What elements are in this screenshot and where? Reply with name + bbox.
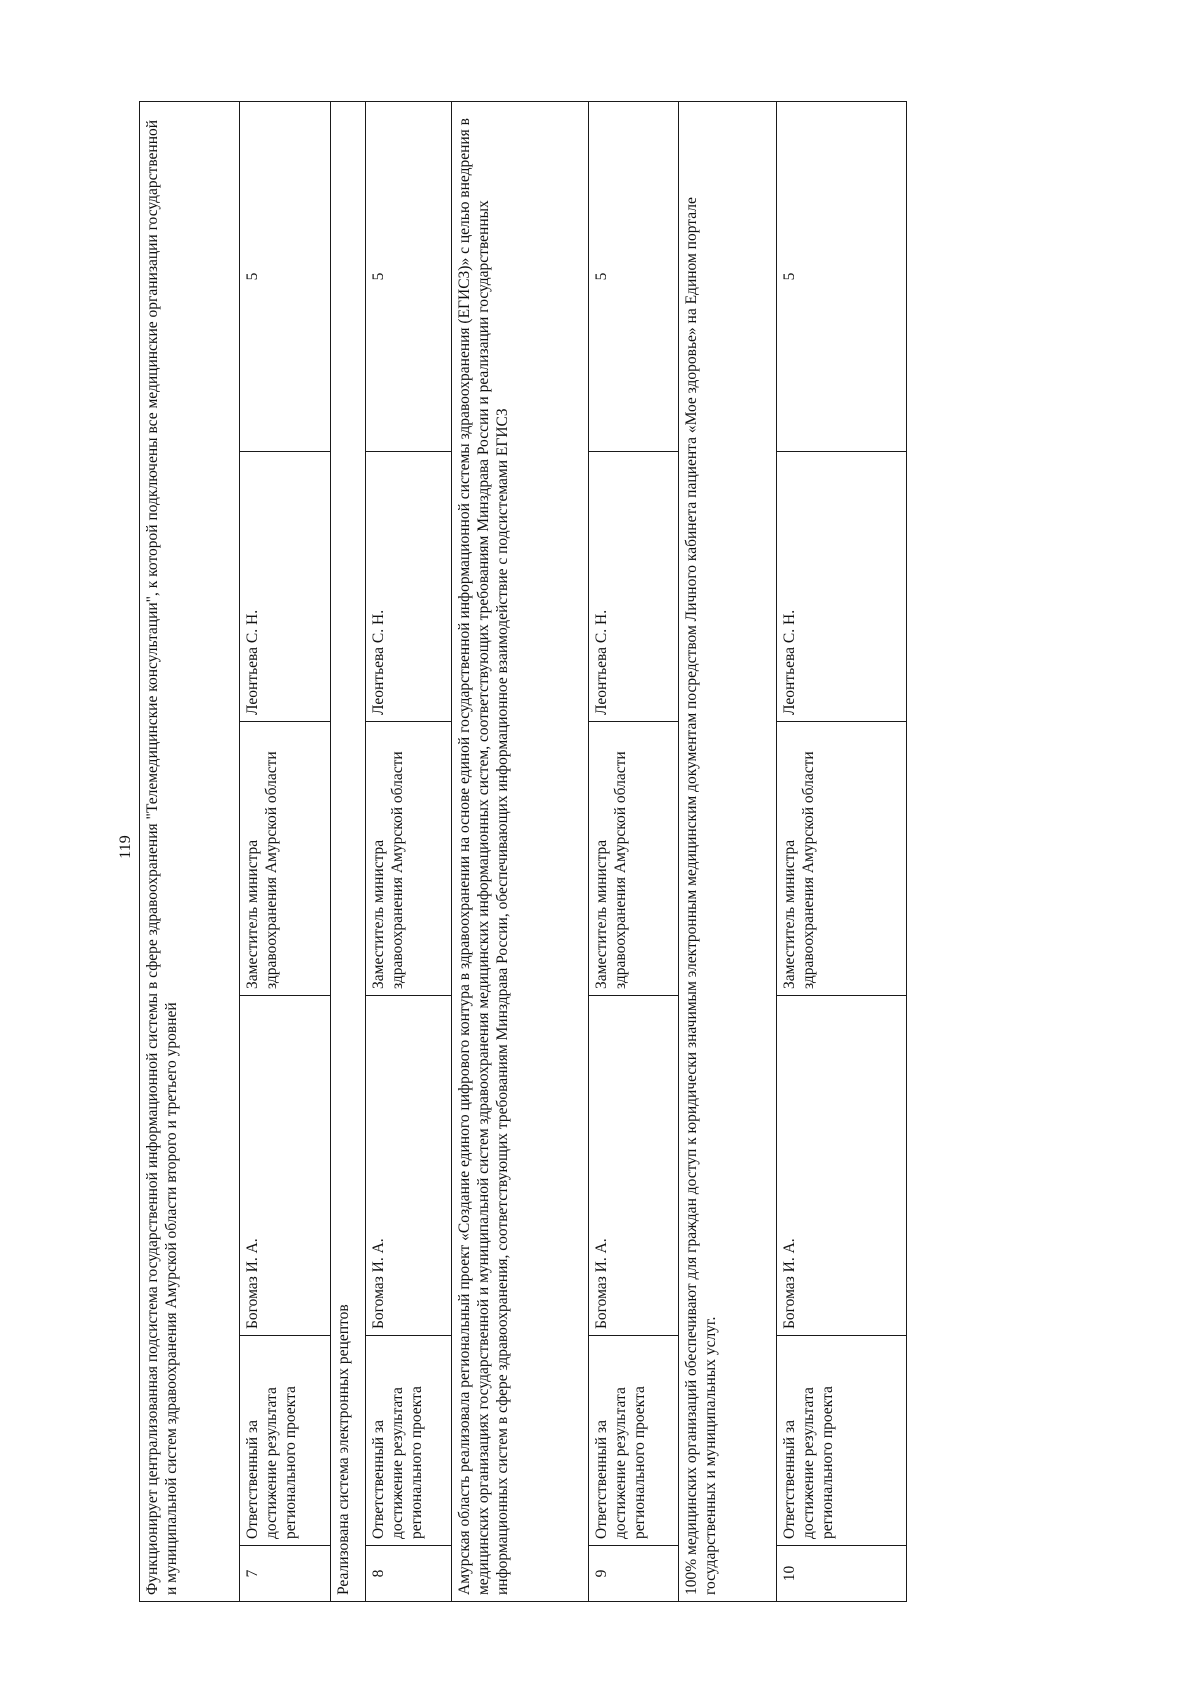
position-cell: Заместитель министра здравоохранения Амурской области [589, 722, 679, 996]
role-cell: Ответственный за достижение результата регионального проекта [777, 1336, 907, 1546]
value-cell: 5 [777, 101, 907, 451]
table-row [589, 101, 679, 1601]
section-heading-row [140, 101, 240, 1601]
row-number: 9 [589, 1546, 679, 1602]
position-cell: Заместитель министра здравоохранения Амурской области [777, 722, 907, 996]
supervisor-cell: Леонтьева С. Н. [240, 452, 331, 722]
position-cell: Заместитель министра здравоохранения Амурской области [240, 722, 331, 996]
section-heading-row [331, 101, 366, 1601]
section-heading: 100% медицинских организаций обеспечивают для граждан доступ к юридически значимым электронным медицинским документам посредством Личного кабинета пациента «Мое здоровье» на Едином портале государственных и муниципальных услуг. [679, 101, 777, 1601]
position-cell: Заместитель министра здравоохранения Амурской области [366, 722, 452, 996]
responsibility-table [139, 101, 907, 1602]
supervisor-cell: Леонтьева С. Н. [589, 452, 679, 722]
person-cell: Богомаз И. А. [589, 996, 679, 1336]
table-row [240, 101, 331, 1601]
person-cell: Богомаз И. А. [777, 996, 907, 1336]
table-row [366, 101, 452, 1601]
supervisor-cell: Леонтьева С. Н. [366, 452, 452, 722]
table-row [777, 101, 907, 1601]
row-number: 7 [240, 1546, 331, 1602]
role-cell: Ответственный за достижение результата регионального проекта [240, 1336, 331, 1546]
row-number: 10 [777, 1546, 907, 1602]
section-heading: Реализована система электронных рецептов [331, 101, 366, 1601]
section-heading: Функционирует централизованная подсистема государственной информационной системы в сфере здравоохранения "Телемедицинские консультации", к которой подключены все медицинские организации государственной и муниципальной систем здравоохранения Амурской области второго и третьего уровней [140, 101, 240, 1601]
row-number: 8 [366, 1546, 452, 1602]
person-cell: Богомаз И. А. [366, 996, 452, 1336]
section-heading-row [679, 101, 777, 1601]
value-cell: 5 [366, 101, 452, 451]
role-cell: Ответственный за достижение результата регионального проекта [366, 1336, 452, 1546]
person-cell: Богомаз И. А. [240, 996, 331, 1336]
supervisor-cell: Леонтьева С. Н. [777, 452, 907, 722]
section-heading-row [452, 101, 589, 1601]
value-cell: 5 [589, 101, 679, 451]
rotated-table-container [139, 102, 906, 1602]
role-cell: Ответственный за достижение результата регионального проекта [589, 1336, 679, 1546]
page-number: 119 [117, 835, 134, 859]
section-heading: Амурская область реализовала региональный проект «Создание единого цифрового контура в здравоохранении на основе единой государственной информационной системы здравоохранения (ЕГИСЗ)» с целью внедрения в медицинских организациях государственной и муниципальной систем здравоохранения медицинских информационных систем, соответствующих требованиям Минздрава России и реализации государственных информационных систем в сфере здравоохранения, соответствующих требованиям Минздрава России, обеспечивающих информационное взаимодействие с подсистемами ЕГИСЗ [452, 101, 589, 1601]
value-cell: 5 [240, 101, 331, 451]
